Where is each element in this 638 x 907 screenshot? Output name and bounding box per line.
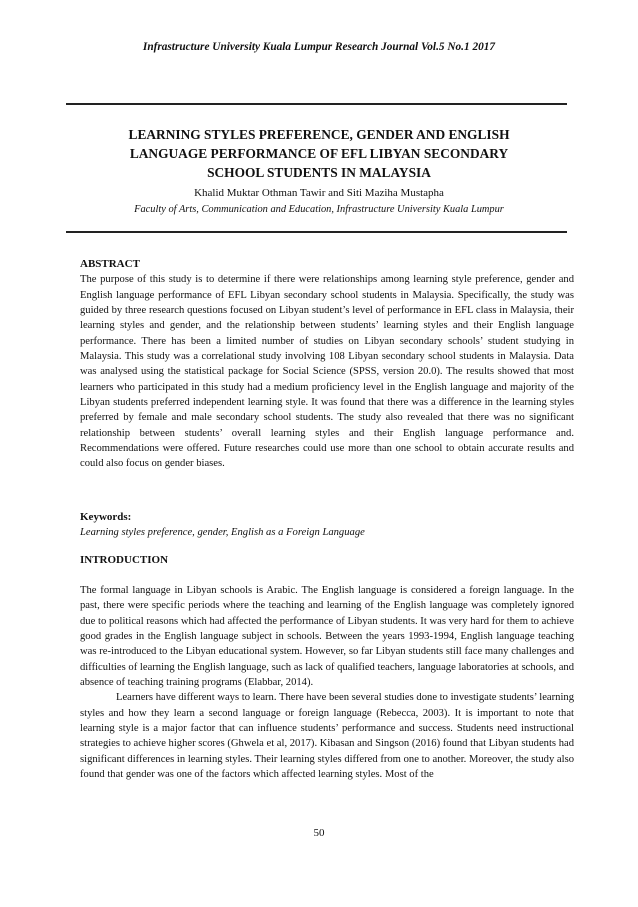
header-rule-top xyxy=(66,103,567,105)
title-line: SCHOOL STUDENTS IN MALAYSIA xyxy=(207,165,431,180)
keywords-heading: Keywords: xyxy=(80,511,132,523)
affiliation: Faculty of Arts, Communication and Education, Infrastructure University Kuala Lumpur xyxy=(134,204,504,215)
introduction-section xyxy=(80,583,574,782)
keywords-section xyxy=(80,510,574,541)
introduction-paragraph: Learners have different ways to learn. There have been several studies done to investigate students’ learning styles and how they learn a second language or foreign language (Rebecca, 2003). It is important to note that learning style is a major factor that can influence students’ performance and success. Students need instructional strategies to achieve higher scores (Ghwela et al, 2017). Kibasan and Singson (2016) found that Libyan students had significant differences in learning styles. Their learning styles differed from one to another. Moreover, the study also found that gender was one of the factors which affected learning styles. Most of the xyxy=(80,692,574,781)
introduction-heading: INTRODUCTION xyxy=(80,554,169,566)
authors: Khalid Muktar Othman Tawir and Siti Maziha Mustapha xyxy=(194,187,444,199)
keywords-text: Learning styles preference, gender, English as a Foreign Language xyxy=(80,527,365,539)
page-number: 50 xyxy=(313,827,325,839)
journal-header: Infrastructure University Kuala Lumpur Research Journal Vol.5 No.1 2017 xyxy=(142,41,496,53)
abstract-text: The purpose of this study is to determine if there were relationships among learning style preference, gender and English language performance of EFL Libyan secondary school students in Malaysia. Specifically, the study was guided by three research questions focused on Libyan student’s level of performance in EFL class in Malaysia, their learning styles and gender, and the relationship between students’ learning styles and their English language performance. There has been a limited number of studies on Libyan secondary schools’ student studying in Malaysia. This study was a correlational study involving 108 Libyan secondary school students in Malaysia. Data was analysed using the statistical package for Social Science (SPSS, version 20.0). The results showed that most learners who participated in this study had a medium proficiency level in the English language and majority of the Libyan students preferred independent learning style. It was found that there was a difference in the learning styles preferred by female and male secondary school students. The study also revealed that there was no significant relationship between students’ overall learning styles and their English language performance and. Recommendations were offered. Future researches could use more than one school to obtain accurate results and could also focus on gender biases. xyxy=(80,274,574,470)
title-line: LANGUAGE PERFORMANCE OF EFL LIBYAN SECONDARY xyxy=(129,146,509,161)
abstract-heading: ABSTRACT xyxy=(80,258,140,270)
article-title xyxy=(82,125,556,182)
header-rule-bottom xyxy=(66,231,567,233)
abstract-section xyxy=(80,257,574,472)
title-line: LEARNING STYLES PREFERENCE, GENDER AND ENGLISH xyxy=(128,127,510,142)
introduction-paragraph: The formal language in Libyan schools is Arabic. The English language is considered a foreign language. In the past, there were specific periods where the teaching and learning of the English language was completely ignored due to political reasons which had affected the performance of Libyan students. It was very hard for them to achieve good grades in the English language subject in schools. Between the years 1993-1994, English language teaching was re-introduced to the Libyan educational system. However, so far Libyan students still face many challenges and difficulties of learning the English language, such as lack of qualified teachers, language laboratories at schools, and absence of teaching training programs (Elabbar, 2014). xyxy=(80,585,574,689)
